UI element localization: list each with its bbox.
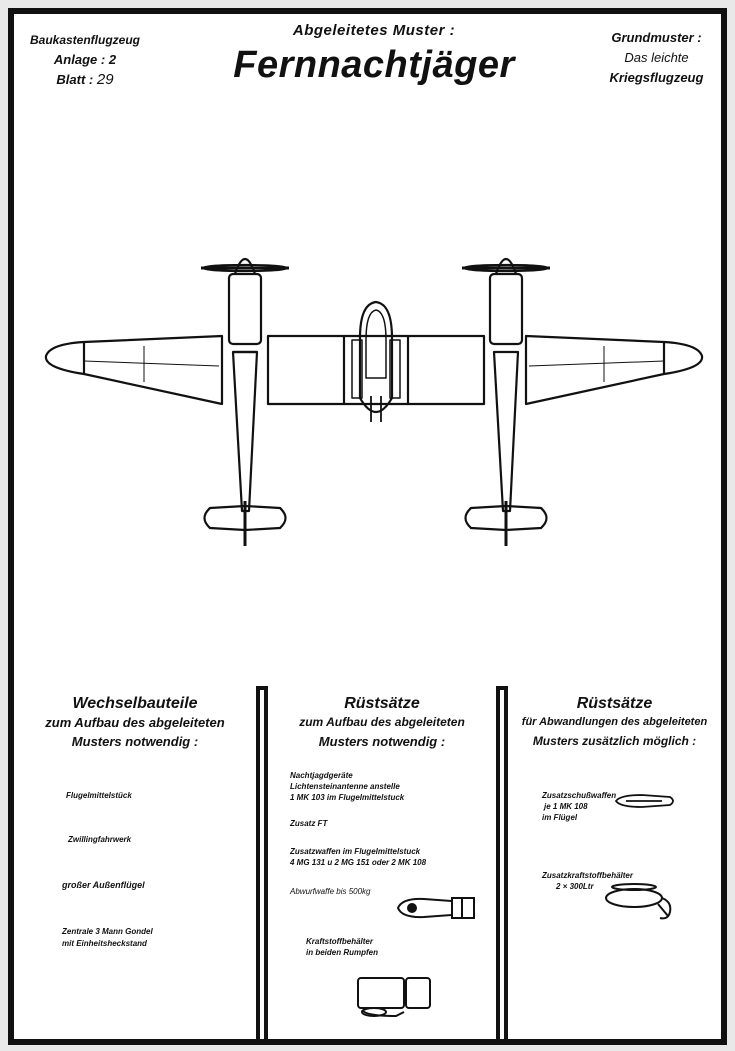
exchange-parts-subtitle-1: zum Aufbau des abgeleiteten [45, 715, 225, 730]
list-item: in beiden Rumpfen [306, 948, 378, 957]
list-item: Zusatzkraftstoffbehälter [542, 871, 633, 880]
sheet-info-box [14, 14, 160, 110]
list-item: 2 × 300Ltr [556, 882, 594, 891]
list-item: Zwillingfahrwerk [68, 835, 132, 844]
required-kits-subtitle-2: Musters notwendig : [318, 734, 446, 749]
optional-kits-subtitle-2: Musters zusätzlich möglich : [532, 734, 697, 748]
right-tail-boom [494, 352, 518, 511]
exchange-parts-column [14, 686, 260, 1039]
left-outer-wing [46, 336, 222, 404]
cannon-pod-icon [612, 792, 678, 810]
list-item: Lichtensteinantenne anstelle [290, 782, 400, 791]
right-centre-wing [408, 336, 484, 404]
base-model-line3: Kriegsflugzeug [609, 70, 704, 85]
required-kits-subtitle-1: zum Aufbau des abgeleiteten [299, 715, 465, 729]
variant-title-box [156, 14, 596, 110]
drop-tank-icon [600, 882, 684, 926]
optional-kits-column [504, 686, 721, 1039]
base-model-label: Grundmuster : [611, 30, 702, 45]
list-item: 1 MK 103 im Flugelmittelstuck [290, 793, 405, 802]
right-engine-nacelle [490, 274, 522, 344]
list-item: Nachtjagdgeräte [290, 771, 353, 780]
aircraft-planform-drawing [14, 106, 721, 686]
optional-kits-heading [508, 694, 721, 751]
blatt-value: 29 [96, 71, 114, 88]
required-kits-heading [268, 694, 496, 751]
optional-kits-title: Rüstsätze [576, 695, 653, 712]
list-item: Kraftstoffbehälter [306, 937, 373, 946]
list-item: je 1 MK 108 [544, 802, 588, 811]
exchange-parts-subtitle-2: Musters notwendig : [71, 734, 199, 749]
list-item: Zentrale 3 Mann Gondel [62, 927, 153, 936]
list-item: großer Außenflügel [62, 880, 145, 890]
exchange-parts-heading [14, 694, 256, 751]
required-kits-title: Rüstsätze [344, 695, 420, 712]
left-engine-nacelle [229, 274, 261, 344]
list-item: im Flügel [542, 813, 578, 822]
aircraft-drawing-area [14, 106, 721, 690]
required-kits-column [264, 686, 500, 1039]
list-item: Flugelmittelstück [66, 791, 132, 800]
list-item: Abwurfwaffe bis 500kg [290, 887, 371, 896]
list-item: 4 MG 131 u 2 MG 151 oder 2 MK 108 [290, 858, 427, 867]
right-outer-wing [526, 336, 702, 404]
anlage-label: Anlage : [53, 52, 106, 67]
anlage-value: 2 [108, 52, 117, 67]
list-item: Zusatzwaffen im Flugelmittelstuck [290, 847, 421, 856]
list-item: Zusatzschußwaffen [542, 791, 617, 800]
list-item: Zusatz FT [290, 819, 328, 828]
base-model-line2: Das leichte [624, 50, 689, 65]
list-item: mit Einheitsheckstand [62, 939, 147, 948]
anlage-line [14, 50, 156, 70]
exchange-parts-title: Wechselbauteile [72, 695, 198, 712]
central-crew-gondola [360, 302, 392, 412]
data-sheet [8, 8, 727, 1045]
blatt-label: Blatt : [56, 72, 94, 87]
left-centre-wing [268, 336, 344, 404]
left-tail-boom [233, 352, 257, 511]
variant-subtitle: Abgeleitetes Muster : [292, 22, 456, 39]
base-model-box [592, 14, 721, 110]
page-title: Fernnachtjäger [233, 44, 515, 86]
optional-kits-subtitle-1: für Abwandlungen des abgeleiteten [521, 716, 708, 728]
kit-aircraft-label: Baukastenflugzeug [29, 33, 140, 47]
blatt-line [14, 70, 156, 90]
fuel-tank-icon [352, 972, 442, 1020]
bomb-icon [394, 894, 484, 924]
